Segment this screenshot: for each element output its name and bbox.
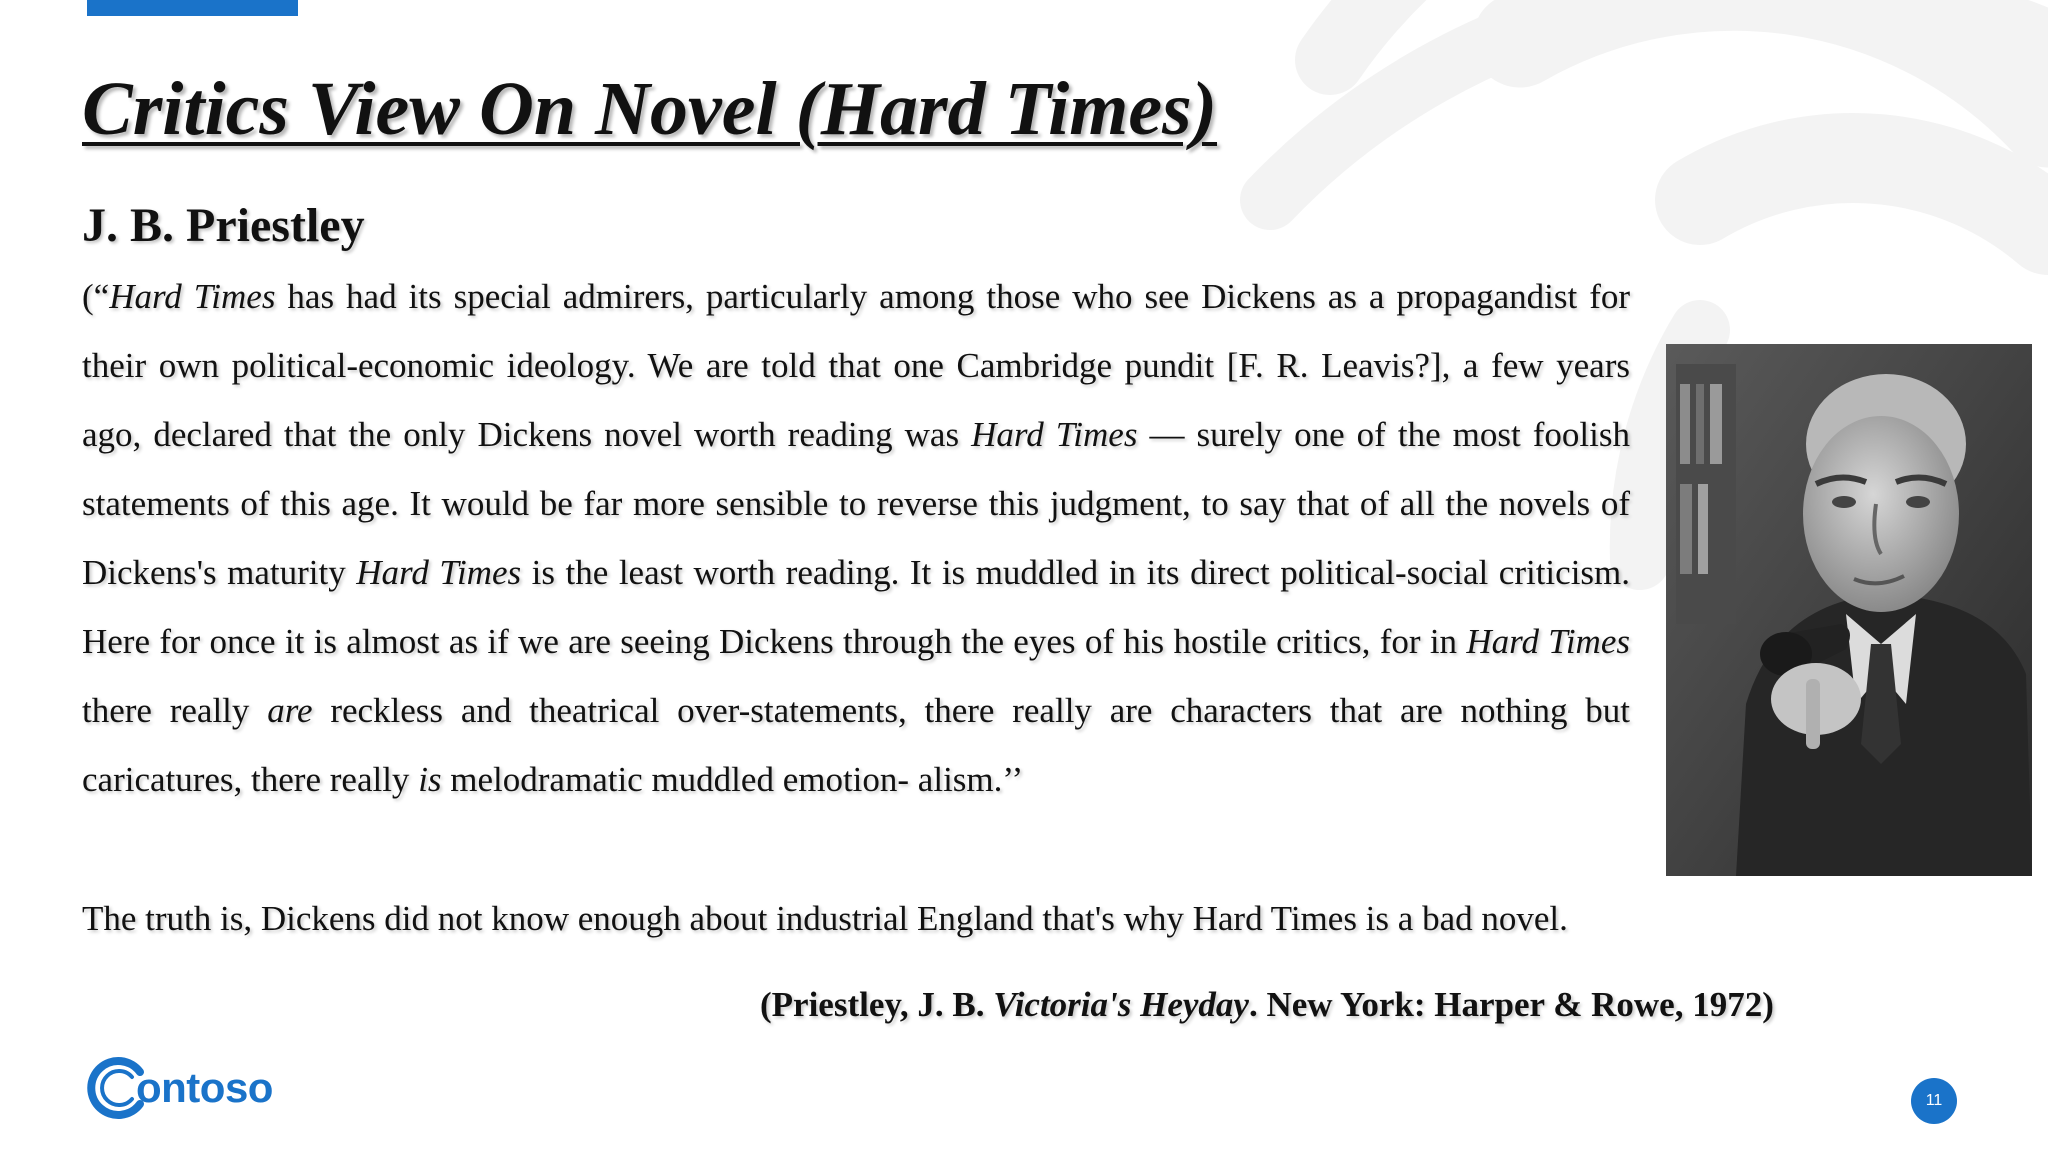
quote-italic-word: is xyxy=(418,760,442,799)
author-portrait-photo xyxy=(1666,344,2032,876)
accent-bar xyxy=(87,0,298,16)
citation-author: (Priestley, J. B. xyxy=(760,985,994,1024)
critic-quote xyxy=(82,262,1630,814)
citation-book-title: Victoria's Heyday xyxy=(993,985,1249,1024)
quote-italic-title: Hard Times xyxy=(971,415,1138,454)
quote-text: — surely one of the most foolish statements of this age. It would be far more sensible to reverse this judgment, to say that of all the novels of Dickens's maturity xyxy=(82,415,1630,592)
quote-open: (“ xyxy=(82,277,110,316)
quote-italic-title: Hard Times xyxy=(1466,622,1630,661)
citation xyxy=(760,985,1774,1025)
quote-text: melodramatic muddled emotion- alism.’’ xyxy=(441,760,1024,799)
logo-text: ontoso xyxy=(136,1064,273,1111)
quote-italic-title: Hard Times xyxy=(356,553,522,592)
quote-italic-title: Hard Times xyxy=(109,277,276,316)
conclusion-text: The truth is, Dickens did not know enough about industrial England that's why Hard Times is a bad novel. xyxy=(82,899,1568,938)
quote-text: reckless and theatrical over-statements, there really are characters that are nothing but caricatures, there really xyxy=(82,691,1631,799)
contoso-logo xyxy=(84,1054,273,1122)
page-number-badge: 11 xyxy=(1911,1078,1957,1124)
quote-text: is the least worth reading. It is muddled in its direct political-social criticism. Here for once it is almost as if we are seeing Dickens through the eyes of his hostile critics, for in xyxy=(82,553,1631,661)
quote-text: has had its special admirers, particularly among those who see Dickens as a propagandist for their own political-economic ideology. We are told that one Cambridge pundit [F. R. Leavis?], a few years ago, declared that the only Dickens novel worth reading was xyxy=(82,277,1630,454)
quote-italic-word: are xyxy=(267,691,313,730)
author-heading: J. B. Priestley xyxy=(82,199,365,252)
quote-text: there really xyxy=(82,691,268,730)
citation-publisher: . New York: Harper & Rowe, 1972) xyxy=(1248,985,1774,1024)
slide-title: Critics View On Novel (Hard Times) xyxy=(82,67,1218,151)
